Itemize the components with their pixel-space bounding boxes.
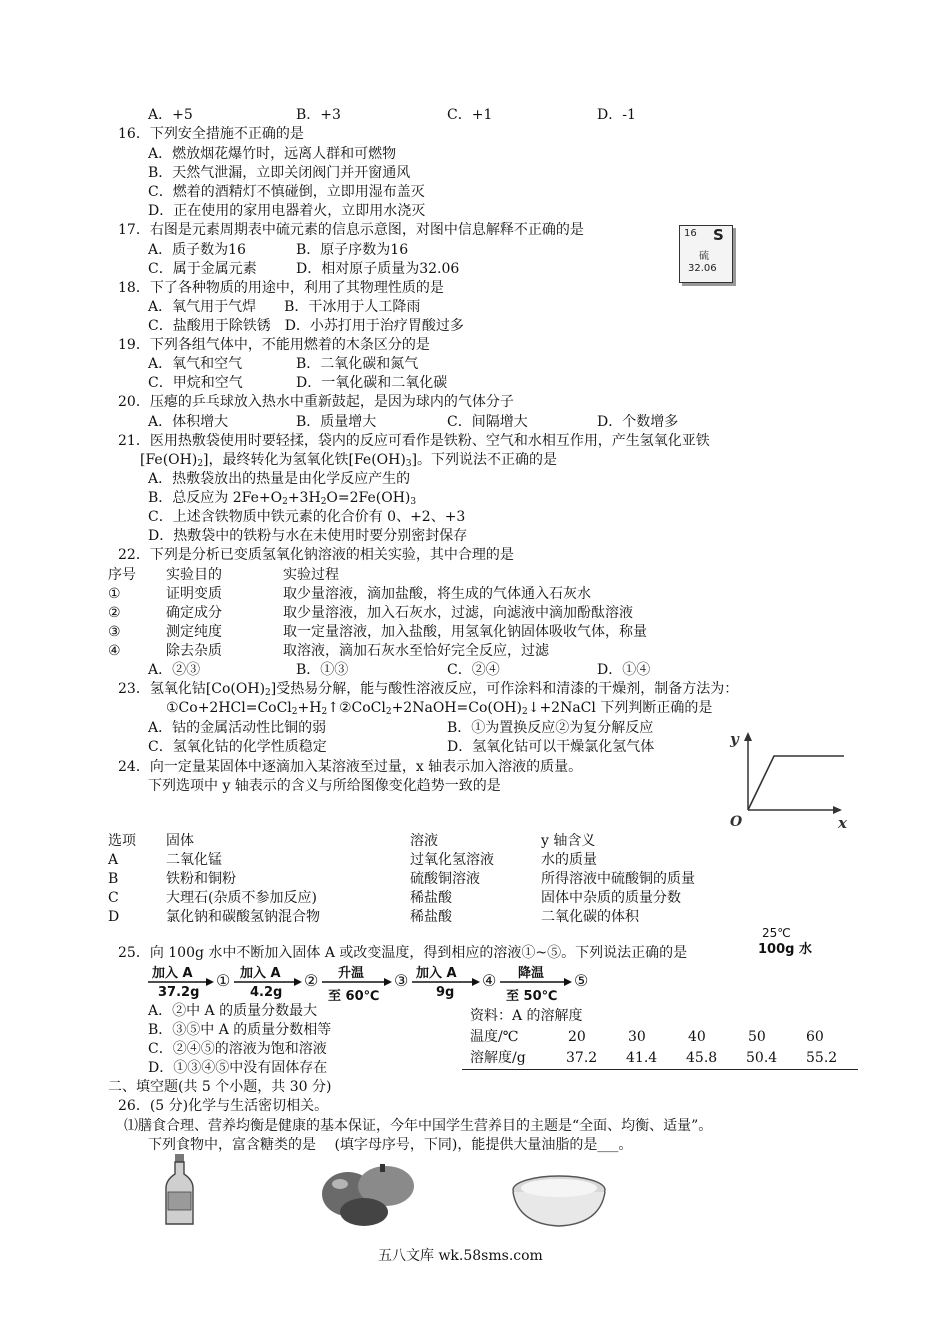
q25-option-a: A．②中 A 的质量分数最大 xyxy=(148,1003,318,1019)
q22-stem: 22．下列是分析已变质氢氧化钠溶液的相关实验，其中合理的是 xyxy=(118,547,514,563)
q22-option-c: C．②④ xyxy=(447,662,500,678)
q24-header-y: y 轴含义 xyxy=(541,833,596,849)
flow-step3-bot: 至 60℃ xyxy=(328,989,380,1004)
y-label: y xyxy=(730,730,739,748)
q23-stem: 23．氢氧化钴$[Co(OH)_2]$受热易分解，能与酸性溶液反应，可作涂料和清漆的干燥剂，制备方法为： xyxy=(118,681,739,698)
element-symbol: S xyxy=(713,226,724,244)
q17-stem: 17．右图是元素周期表中硫元素的信息示意图，对图中信息解释不正确的是 xyxy=(118,222,584,238)
q22-header-purpose: 实验目的 xyxy=(166,567,222,583)
solubility-temp: 20 xyxy=(568,1029,586,1045)
q18-options-ab: A．氧气用于气焊 B．干冰用于人工降雨 xyxy=(148,299,421,315)
q20-option-b: B．质量增大 xyxy=(296,414,377,430)
q19-option-d: D．一氧化碳和二氧化碳 xyxy=(296,375,448,391)
q15-option-c: C．+1 xyxy=(447,107,493,123)
table-cell: 除去杂质 xyxy=(166,643,222,659)
q23-equations: $①Co+2HCl=CoCl_2+H_2↑②CoCl_2+2NaOH=Co(OH)_2↓+2NaCl$ 下列判断正确的是 xyxy=(166,700,713,717)
table-cell: 过氧化氢溶液 xyxy=(410,852,494,868)
flow-step1-bot: 37.2g xyxy=(158,985,200,1000)
table-cell: 取少量溶液，加入石灰水，过滤，向滤液中滴加酚酞溶液 xyxy=(283,605,633,621)
flow-step4-top: 加入 A xyxy=(416,966,457,981)
solubility-temp: 60 xyxy=(806,1029,824,1045)
flow-solution-3: ③ xyxy=(394,971,409,990)
q15-option-a: A．+5 xyxy=(148,107,193,123)
q18-stem: 18．下了各种物质的用途中，利用了其物理性质的是 xyxy=(118,280,444,296)
flow-step2-bot: 4.2g xyxy=(250,985,283,1000)
q24-stem-line2: 下列选项中 y 轴表示的含义与所给图像变化趋势一致的是 xyxy=(148,778,501,794)
flow-solution-5: ⑤ xyxy=(574,971,589,990)
q17-option-a: A．质子数为16 xyxy=(148,242,246,258)
table-cell: 硫酸铜溶液 xyxy=(410,871,480,887)
q21-option-d: D．热敷袋中的铁粉与水在未使用时要分别密封保存 xyxy=(148,528,468,544)
solubility-value: 37.2 xyxy=(566,1050,598,1066)
footer-watermark: 五八文库 wk.58sms.com xyxy=(378,1248,543,1264)
q19-option-a: A．氧气和空气 xyxy=(148,356,243,372)
q17-option-d: D．相对原子质量为32.06 xyxy=(296,261,460,277)
q22-option-a: A．②③ xyxy=(148,662,201,678)
table-row: D xyxy=(108,909,120,925)
flow-solution-2: ② xyxy=(304,971,319,990)
flow-step1-top: 加入 A xyxy=(152,966,193,981)
sulfur-element-card xyxy=(679,225,733,283)
table-cell: 测定纯度 xyxy=(166,624,222,640)
table-cell: 氯化钠和碳酸氢钠混合物 xyxy=(166,909,320,925)
table-cell: 固体中杂质的质量分数 xyxy=(541,890,681,906)
flow-step5-bot: 至 50℃ xyxy=(506,989,558,1004)
table-cell: 稀盐酸 xyxy=(410,909,452,925)
table-cell: 铁粉和铜粉 xyxy=(166,871,236,887)
table-cell: 确定成分 xyxy=(166,605,222,621)
table-cell: 所得溶液中硫酸铜的质量 xyxy=(541,871,695,887)
q23-option-c: C．氢氧化钴的化学性质稳定 xyxy=(148,739,327,755)
q15-option-b: B．+3 xyxy=(296,107,341,123)
element-name: 硫 xyxy=(699,251,709,262)
solubility-title: 资料：A 的溶解度 xyxy=(470,1008,583,1024)
q24-header-option: 选项 xyxy=(108,833,136,849)
q24-graph xyxy=(724,724,854,834)
q17-option-b: B．原子序数为16 xyxy=(296,242,409,258)
q25-option-c: C．②④⑤的溶液为饱和溶液 xyxy=(148,1041,327,1057)
q16-option-b: B．天然气泄漏，立即关闭阀门并开窗通风 xyxy=(148,165,411,181)
table-row: ① xyxy=(108,586,121,602)
q21-option-b: B．总反应为 $2Fe+O_2+3H_2O=2Fe(OH)_3$ xyxy=(148,490,417,507)
solubility-temp: 40 xyxy=(688,1029,706,1045)
q18-options-cd: C．盐酸用于除铁锈 D．小苏打用于治疗胃酸过多 xyxy=(148,318,464,334)
solubility-value: 41.4 xyxy=(626,1050,658,1066)
rice-bowl-image xyxy=(508,1170,610,1230)
solubility-value: 50.4 xyxy=(746,1050,778,1066)
q16-option-d: D．正在使用的家用电器着火，立即用水浇灭 xyxy=(148,203,426,219)
x-label: x xyxy=(838,814,847,832)
q25-option-b: B．③⑤中 A 的质量分数相等 xyxy=(148,1022,332,1038)
q24-header-solution: 溶液 xyxy=(410,833,438,849)
table-cell: 取溶液，滴加石灰水至恰好完全反应，过滤 xyxy=(283,643,549,659)
solubility-table-rule xyxy=(462,1069,858,1070)
q20-stem: 20．压瘪的乒乓球放入热水中重新鼓起，是因为球内的气体分子 xyxy=(118,394,514,410)
q20-option-d: D．个数增多 xyxy=(597,414,679,430)
q19-stem: 19．下列各组气体中，不能用燃着的木条区分的是 xyxy=(118,337,430,353)
q19-option-b: B．二氧化碳和氮气 xyxy=(296,356,419,372)
element-number: 16 xyxy=(684,228,697,239)
q25-stem: 25．向 100g 水中不断加入固体 A 或改变温度，得到相应的溶液①~⑤。下列说法正确的是 xyxy=(118,945,688,961)
q21-option-c: C．上述含铁物质中铁元素的化合价有 0、+2、+3 xyxy=(148,509,466,525)
table-cell: 稀盐酸 xyxy=(410,890,452,906)
table-row: A xyxy=(108,852,119,868)
q22-header-process: 实验过程 xyxy=(283,567,339,583)
q25-process-flow xyxy=(148,962,708,1002)
origin-label: O xyxy=(730,814,743,830)
q20-option-a: A．体积增大 xyxy=(148,414,229,430)
q26-part1-line2: 下列食物中，富含糖类的是 (填字母序号，下同)，能提供大量油脂的是___。 xyxy=(148,1137,633,1153)
q20-option-c: C．间隔增大 xyxy=(447,414,528,430)
q22-option-d: D．①④ xyxy=(597,662,651,678)
y-axis-arrow xyxy=(744,732,752,741)
q23-option-b: B．①为置换反应②为复分解反应 xyxy=(447,720,654,736)
q23-option-a: A．钴的金属活动性比铜的弱 xyxy=(148,720,327,736)
flow-solution-4: ④ xyxy=(482,971,497,990)
table-cell: 大理石(杂质不参加反应) xyxy=(166,890,317,906)
q25-start-temp: 25℃ xyxy=(762,926,791,940)
q21-stem-line2: $[Fe(OH)_2]$，最终转化为氢氧化铁$[Fe(OH)_3]$。下列说法不正确的是 xyxy=(140,452,558,469)
table-cell: 取一定量溶液，加入盐酸，用氢氧化钠固体吸收气体，称量 xyxy=(283,624,647,640)
q25-start-water: 100g 水 xyxy=(758,942,812,957)
solubility-value-label: 溶解度/g xyxy=(470,1050,526,1066)
solubility-temp: 50 xyxy=(748,1029,766,1045)
solubility-value: 55.2 xyxy=(806,1050,838,1066)
flow-step2-top: 加入 A xyxy=(240,966,281,981)
table-row: ④ xyxy=(108,643,121,659)
flow-step3-top: 升温 xyxy=(338,966,365,981)
flow-step4-bot: 9g xyxy=(436,985,455,1000)
q16-option-a: A．燃放烟花爆竹时，远离人群和可燃物 xyxy=(148,146,397,162)
section-2-title: 二、填空题(共 5 个小题，共 30 分) xyxy=(108,1079,332,1095)
q19-option-c: C．甲烷和空气 xyxy=(148,375,243,391)
table-cell: 水的质量 xyxy=(541,852,597,868)
table-cell: 二氧化碳的体积 xyxy=(541,909,639,925)
flow-step5-top: 降温 xyxy=(518,966,545,981)
table-row: B xyxy=(108,871,119,887)
peppers-image xyxy=(318,1160,422,1230)
flow-solution-1: ① xyxy=(216,971,231,990)
table-row: C xyxy=(108,890,119,906)
solubility-temp-label: 温度/℃ xyxy=(470,1029,519,1045)
solubility-value: 45.8 xyxy=(686,1050,718,1066)
q22-option-b: B．①③ xyxy=(296,662,349,678)
q22-header-no: 序号 xyxy=(108,567,136,583)
q24-stem-line1: 24．向一定量某固体中逐滴加入某溶液至过量，x 轴表示加入溶液的质量。 xyxy=(118,759,583,775)
q17-option-c: C．属于金属元素 xyxy=(148,261,257,277)
table-cell: 二氧化锰 xyxy=(166,852,222,868)
q24-header-solid: 固体 xyxy=(166,833,194,849)
table-cell: 证明变质 xyxy=(166,586,222,602)
q26-part1: ⑴膳食合理、营养均衡是健康的基本保证，今年中国学生营养目的主题是“全面、均衡、适量”。 xyxy=(124,1118,713,1134)
q26-stem: 26．(5 分)化学与生活密切相关。 xyxy=(118,1098,329,1114)
element-mass: 32.06 xyxy=(688,263,717,274)
q15-option-d: D．-1 xyxy=(597,107,636,123)
solubility-temp: 30 xyxy=(628,1029,646,1045)
table-row: ② xyxy=(108,605,121,621)
bottle-image xyxy=(160,1152,200,1228)
q16-option-c: C．燃着的酒精灯不慎碰倒，立即用湿布盖灭 xyxy=(148,184,425,200)
q23-option-d: D．氢氧化钴可以干燥氯化氢气体 xyxy=(447,739,655,755)
table-row: ③ xyxy=(108,624,121,640)
q21-option-a: A．热敷袋放出的热量是由化学反应产生的 xyxy=(148,471,411,487)
q16-stem: 16．下列安全措施不正确的是 xyxy=(118,126,304,142)
graph-curve xyxy=(748,756,844,810)
q21-stem-line1: 21．医用热敷袋使用时要轻揉，袋内的反应可看作是铁粉、空气和水相互作用，产生氢氧化亚铁 xyxy=(118,433,710,449)
x-axis-arrow xyxy=(833,806,842,814)
q25-option-d: D．①③④⑤中没有固体存在 xyxy=(148,1060,328,1076)
table-cell: 取少量溶液，滴加盐酸，将生成的气体通入石灰水 xyxy=(283,586,591,602)
